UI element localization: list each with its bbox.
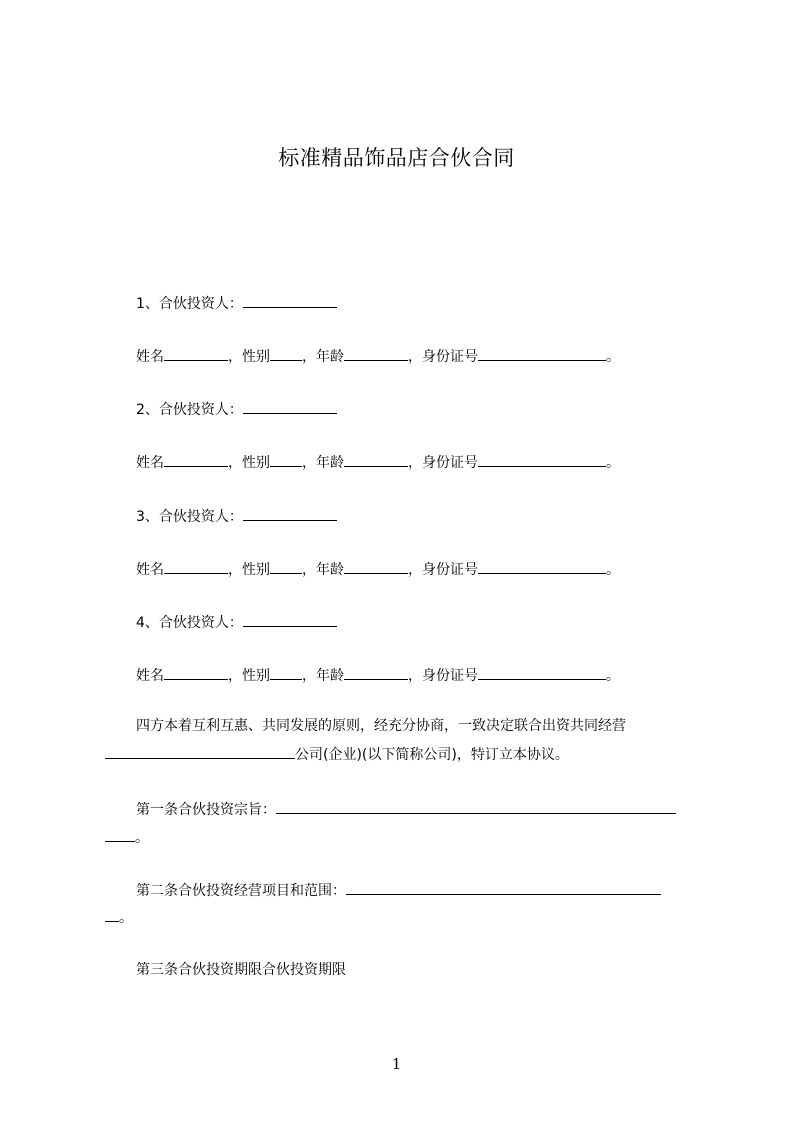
age-blank[interactable] bbox=[344, 558, 408, 574]
gender-label: ，性别 bbox=[228, 349, 270, 365]
article-2-label: 第二条合伙投资经营项目和范围： bbox=[136, 883, 346, 899]
partner-header-label: 4、合伙投资人： bbox=[136, 615, 243, 631]
partner-1-header bbox=[136, 292, 337, 314]
article-2-blank-continued[interactable] bbox=[105, 906, 119, 922]
partner-name-blank[interactable] bbox=[243, 398, 337, 414]
company-name-blank[interactable] bbox=[105, 743, 295, 759]
partner-3-header bbox=[136, 505, 337, 527]
partner-header-label: 2、合伙投资人： bbox=[136, 402, 243, 418]
id-label: ，身份证号 bbox=[408, 455, 478, 471]
id-label: ，身份证号 bbox=[408, 668, 478, 684]
age-blank[interactable] bbox=[344, 664, 408, 680]
age-label: ，年龄 bbox=[302, 455, 344, 471]
article-3: 第三条合伙投资期限合伙投资期限 bbox=[136, 962, 346, 978]
age-blank[interactable] bbox=[344, 451, 408, 467]
article-1-blank[interactable] bbox=[276, 798, 676, 814]
name-label: 姓名 bbox=[136, 349, 164, 365]
id-label: ，身份证号 bbox=[408, 349, 478, 365]
name-blank[interactable] bbox=[164, 451, 228, 467]
sentence-end: 。 bbox=[606, 668, 620, 684]
article-1-blank-continued[interactable] bbox=[105, 826, 135, 842]
age-blank[interactable] bbox=[344, 345, 408, 361]
intro-line-2 bbox=[105, 743, 569, 765]
sentence-end: 。 bbox=[606, 562, 620, 578]
id-blank[interactable] bbox=[478, 664, 606, 680]
article-2-continuation bbox=[105, 906, 133, 928]
partner-name-blank[interactable] bbox=[243, 505, 337, 521]
name-blank[interactable] bbox=[164, 345, 228, 361]
article-2-end: 。 bbox=[119, 910, 133, 926]
partner-3-details bbox=[136, 558, 620, 580]
intro-line-1: 四方本着互利互惠、共同发展的原则，经充分协商，一致决定联合出资共同经营 bbox=[136, 718, 626, 734]
name-label: 姓名 bbox=[136, 668, 164, 684]
id-blank[interactable] bbox=[478, 451, 606, 467]
gender-label: ，性别 bbox=[228, 562, 270, 578]
age-label: ，年龄 bbox=[302, 668, 344, 684]
article-2-blank[interactable] bbox=[346, 879, 661, 895]
gender-blank[interactable] bbox=[270, 558, 302, 574]
partner-4-details bbox=[136, 664, 620, 686]
article-1-continuation bbox=[105, 826, 149, 848]
partner-name-blank[interactable] bbox=[243, 292, 337, 308]
id-blank[interactable] bbox=[478, 558, 606, 574]
gender-blank[interactable] bbox=[270, 664, 302, 680]
partner-header-label: 3、合伙投资人： bbox=[136, 509, 243, 525]
page-title: 标准精品饰品店合伙合同 bbox=[278, 146, 515, 170]
gender-blank[interactable] bbox=[270, 345, 302, 361]
sentence-end: 。 bbox=[606, 349, 620, 365]
id-blank[interactable] bbox=[478, 345, 606, 361]
name-label: 姓名 bbox=[136, 455, 164, 471]
partner-header-label: 1、合伙投资人： bbox=[136, 296, 243, 312]
partner-1-details bbox=[136, 345, 620, 367]
age-label: ，年龄 bbox=[302, 349, 344, 365]
gender-label: ，性别 bbox=[228, 455, 270, 471]
article-1-end: 。 bbox=[135, 830, 149, 846]
article-1-label: 第一条合伙投资宗旨： bbox=[136, 802, 276, 818]
partner-2-details bbox=[136, 451, 620, 473]
gender-label: ，性别 bbox=[228, 668, 270, 684]
id-label: ，身份证号 bbox=[408, 562, 478, 578]
gender-blank[interactable] bbox=[270, 451, 302, 467]
partner-2-header bbox=[136, 398, 337, 420]
name-label: 姓名 bbox=[136, 562, 164, 578]
partner-name-blank[interactable] bbox=[243, 611, 337, 627]
partner-4-header bbox=[136, 611, 337, 633]
page-number: 1 bbox=[391, 1055, 402, 1073]
article-1 bbox=[136, 798, 676, 820]
intro-line-2-text: 公司(企业)(以下简称公司)，特订立本协议。 bbox=[295, 747, 569, 763]
article-2 bbox=[136, 879, 661, 901]
sentence-end: 。 bbox=[606, 455, 620, 471]
name-blank[interactable] bbox=[164, 558, 228, 574]
age-label: ，年龄 bbox=[302, 562, 344, 578]
name-blank[interactable] bbox=[164, 664, 228, 680]
